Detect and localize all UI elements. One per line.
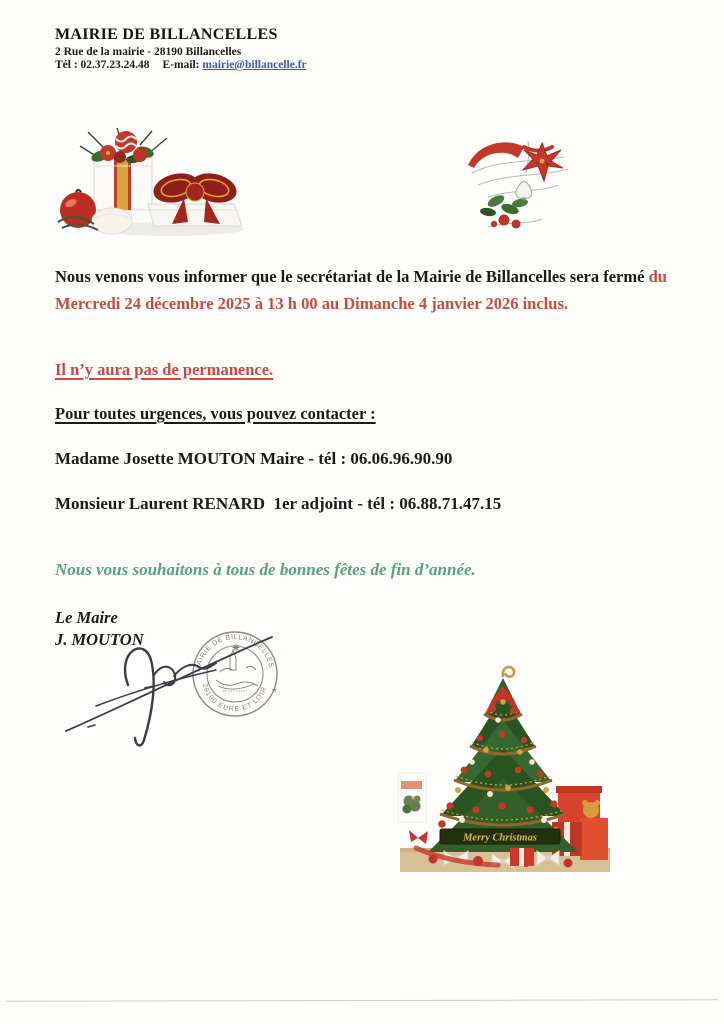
signoff-title: Le Maire: [55, 608, 118, 627]
closure-text-red: du Mercredi 24 décembre 2025 à 13 h 00 au Dimanche 4 janvier 2026 inclus.: [55, 267, 667, 313]
org-address: 2 Rue de la mairie - 28190 Billancelles: [55, 46, 242, 58]
town-hall-stamp-icon: [193, 632, 279, 716]
closure-announcement: [55, 263, 691, 317]
contact-mayor-line: Madame Josette MOUTON Maire - tél : 06.06.96.90.90: [55, 449, 453, 468]
letterhead: [55, 26, 307, 71]
closure-text-black: Nous venons vous informer que le secrétariat de la Mairie de Billancelles sera fermé: [55, 267, 649, 286]
christmas-tree-icon: [398, 662, 612, 876]
stamp-bottom-text: 28190 EURE ET LOIR: [200, 682, 269, 714]
email-label: E-mail:: [162, 59, 200, 71]
urgences-heading: Pour toutes urgences, vous pouvez contacter :: [55, 404, 376, 423]
email-link[interactable]: mairie@billancelle.fr: [202, 59, 307, 71]
signoff-name: J. MOUTON: [55, 630, 144, 649]
stamp-top-text: MAIRIE DE BILLANCELLES: [194, 633, 275, 673]
scan-artifact-line: [6, 999, 718, 1001]
christmas-gifts-image: [52, 126, 252, 240]
season-wishes-line: Nous vous souhaitons à tous de bonnes fêtes de fin d’année.: [55, 560, 476, 579]
org-contact-line: [55, 59, 307, 71]
merry-christmas-sign-text: Merry Christmas: [463, 832, 537, 844]
stamp-star-icon: ★: [269, 685, 280, 695]
signature-and-stamp: [58, 628, 284, 756]
handwritten-signature-icon: [66, 637, 272, 746]
santa-hat-ornament-icon: [458, 131, 580, 237]
no-permanence-line: Il n’y aura pas de permanence.: [55, 360, 274, 379]
contact-deputy-line: Monsieur Laurent RENARD 1er adjoint - tél : 06.88.71.47.15: [55, 494, 502, 513]
org-name: MAIRIE DE BILLANCELLES: [55, 26, 278, 43]
org-phone: Tél : 02.37.23.24.48: [55, 59, 150, 71]
christmas-tree-image: [398, 662, 612, 876]
christmas-ornament-image: [458, 131, 580, 237]
gifts-icon: [52, 126, 252, 240]
